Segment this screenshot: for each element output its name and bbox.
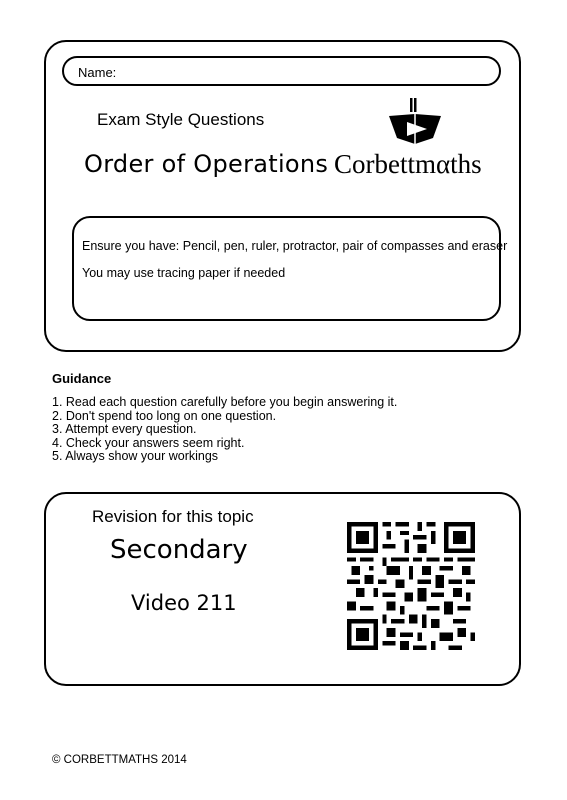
revision-level: Secondary xyxy=(110,535,248,565)
page-title: Order of Operations xyxy=(84,150,329,178)
brand-logo-icon xyxy=(383,96,447,146)
equipment-text: Ensure you have: Pencil, pen, ruler, protractor, pair of compasses and eraser xyxy=(82,239,508,253)
video-reference: Video 211 xyxy=(131,591,237,615)
exam-title: Exam Style Questions xyxy=(97,110,265,129)
guidance-item: 3. Attempt every question. xyxy=(52,422,197,436)
name-label: Name: xyxy=(78,65,117,80)
copyright-footer: © CORBETTMATHS 2014 xyxy=(52,754,187,766)
guidance-heading: Guidance xyxy=(52,371,112,386)
guidance-list xyxy=(52,396,397,464)
guidance-item: 5. Always show your workings xyxy=(52,449,219,463)
tracing-paper-note: You may use tracing paper if needed xyxy=(82,266,286,280)
revision-title: Revision for this topic xyxy=(92,507,254,526)
guidance-item: 1. Read each question carefully before you begin answering it. xyxy=(52,395,398,409)
brand-name: Corbettmαths xyxy=(334,149,482,179)
guidance-item: 4. Check your answers seem right. xyxy=(52,435,245,450)
name-field[interactable] xyxy=(62,56,501,86)
guidance-item: 2. Don't spend too long on one question. xyxy=(52,408,277,423)
qr-code-icon[interactable] xyxy=(347,522,475,650)
